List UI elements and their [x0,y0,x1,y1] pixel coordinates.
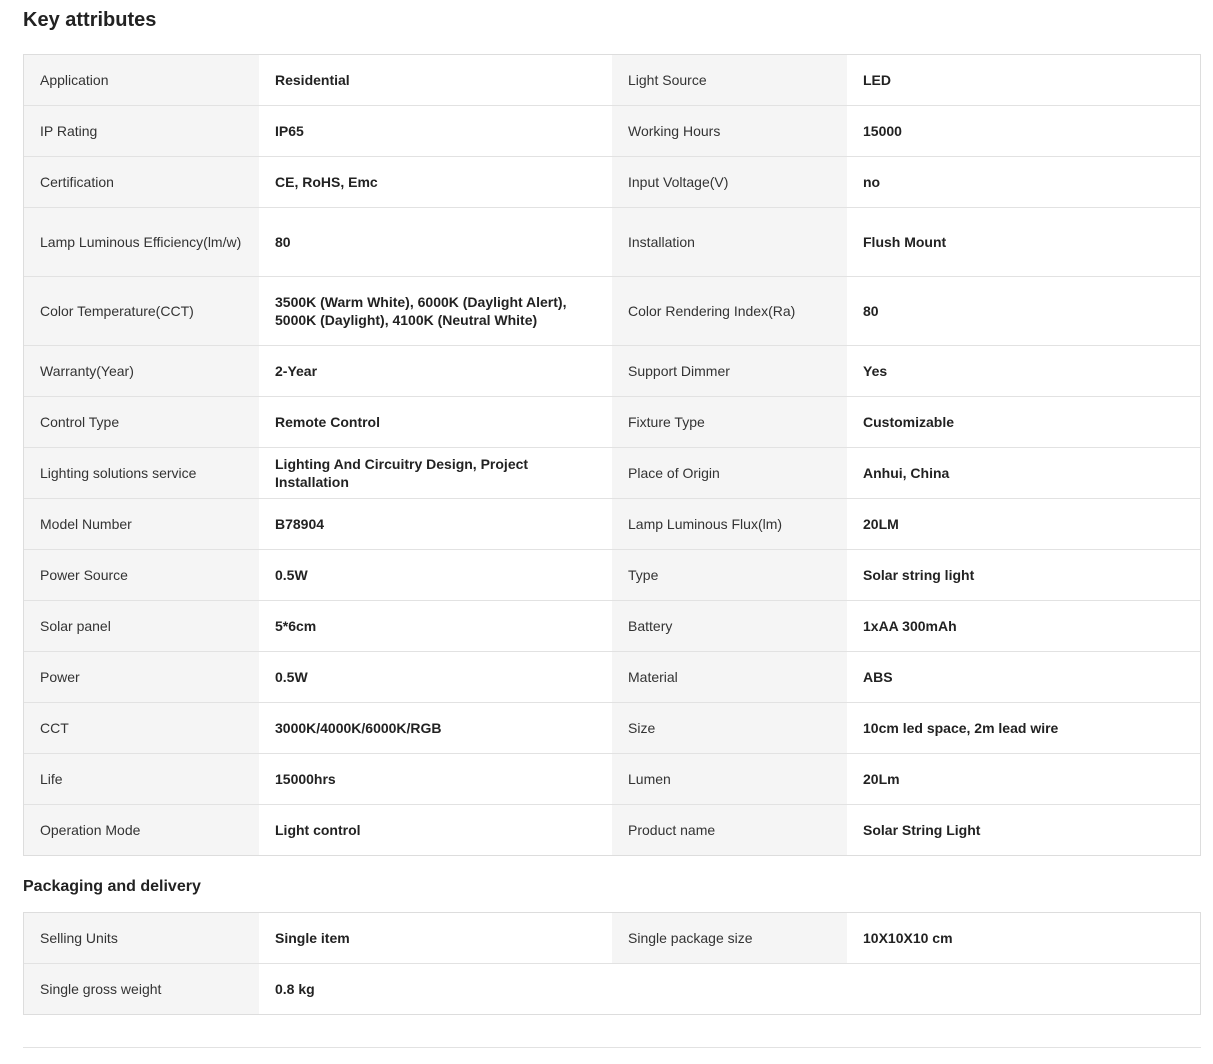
attribute-value-selling-units: Single item [259,913,612,963]
attribute-row [24,651,1200,702]
packaging-table [23,912,1201,1015]
attribute-value-single-package-size: 10X10X10 cm [847,913,1200,963]
attribute-value-size: 10cm led space, 2m lead wire [847,703,1200,753]
attribute-value-power: 0.5W [259,652,612,702]
key-attributes-table [23,54,1201,856]
attribute-label-warranty-year: Warranty(Year) [24,346,259,396]
attribute-value-single-gross-weight: 0.8 kg [259,964,612,1014]
attribute-label-color-temperature-cct: Color Temperature(CCT) [24,277,259,345]
attribute-row [24,207,1200,276]
attribute-label-light-source: Light Source [612,55,847,105]
attribute-row [24,156,1200,207]
attribute-value-place-of-origin: Anhui, China [847,448,1200,498]
attribute-row [24,396,1200,447]
attribute-value-certification: CE, RoHS, Emc [259,157,612,207]
attribute-row [24,447,1200,498]
attribute-value-model-number: B78904 [259,499,612,549]
attribute-label-working-hours: Working Hours [612,106,847,156]
attribute-value-installation: Flush Mount [847,208,1200,276]
attribute-value-operation-mode: Light control [259,805,612,855]
attribute-value-life: 15000hrs [259,754,612,804]
attribute-row [24,105,1200,156]
attribute-value-ip-rating: IP65 [259,106,612,156]
attribute-label-place-of-origin: Place of Origin [612,448,847,498]
attribute-row [24,913,1200,963]
attribute-value-application: Residential [259,55,612,105]
attribute-label-single-package-size: Single package size [612,913,847,963]
attribute-value-lumen: 20Lm [847,754,1200,804]
attribute-label-type: Type [612,550,847,600]
attribute-label-cct: CCT [24,703,259,753]
attribute-value-color-rendering-index-ra: 80 [847,277,1200,345]
attribute-value-type: Solar string light [847,550,1200,600]
attribute-label-model-number: Model Number [24,499,259,549]
attribute-value-support-dimmer: Yes [847,346,1200,396]
attribute-row [24,804,1200,855]
attribute-value-lighting-solutions-service: Lighting And Circuitry Design, Project Installation [259,448,612,498]
attribute-label-lumen: Lumen [612,754,847,804]
attribute-label-application: Application [24,55,259,105]
attribute-value-lamp-luminous-flux-lm: 20LM [847,499,1200,549]
attribute-label-single-gross-weight: Single gross weight [24,964,259,1014]
attribute-value-lamp-luminous-efficiency-lm-w: 80 [259,208,612,276]
key-attributes-title: Key attributes [23,9,157,31]
attribute-value-material: ABS [847,652,1200,702]
packaging-title: Packaging and delivery [23,878,201,895]
attribute-label-product-name: Product name [612,805,847,855]
attribute-label-ip-rating: IP Rating [24,106,259,156]
attribute-label-installation: Installation [612,208,847,276]
attribute-value-solar-panel: 5*6cm [259,601,612,651]
attribute-label-life: Life [24,754,259,804]
attribute-label-size: Size [612,703,847,753]
attribute-label-power-source: Power Source [24,550,259,600]
attribute-row [24,753,1200,804]
attribute-label-selling-units: Selling Units [24,913,259,963]
attribute-value-control-type: Remote Control [259,397,612,447]
attribute-value-warranty-year: 2-Year [259,346,612,396]
attribute-value-power-source: 0.5W [259,550,612,600]
attribute-label-support-dimmer: Support Dimmer [612,346,847,396]
attribute-row [24,963,1200,1014]
attribute-row [24,55,1200,105]
attribute-label-certification: Certification [24,157,259,207]
attribute-row [24,498,1200,549]
attribute-label-fixture-type: Fixture Type [612,397,847,447]
attribute-value-color-temperature-cct: 3500K (Warm White), 6000K (Daylight Alert), 5000K (Daylight), 4100K (Neutral White) [259,277,612,345]
attribute-label-material: Material [612,652,847,702]
attribute-label-operation-mode: Operation Mode [24,805,259,855]
attribute-label-lighting-solutions-service: Lighting solutions service [24,448,259,498]
attribute-label-input-voltage-v: Input Voltage(V) [612,157,847,207]
attribute-value-battery: 1xAA 300mAh [847,601,1200,651]
attribute-row [24,276,1200,345]
attribute-label-battery: Battery [612,601,847,651]
attribute-row [24,345,1200,396]
section-divider [23,1047,1201,1048]
attribute-label-lamp-luminous-flux-lm: Lamp Luminous Flux(lm) [612,499,847,549]
attribute-label-lamp-luminous-efficiency-lm-w: Lamp Luminous Efficiency(lm/w) [24,208,259,276]
attribute-row [24,702,1200,753]
attribute-value-fixture-type: Customizable [847,397,1200,447]
attribute-label-control-type: Control Type [24,397,259,447]
attribute-value-input-voltage-v: no [847,157,1200,207]
attribute-value-light-source: LED [847,55,1200,105]
attribute-label-power: Power [24,652,259,702]
attribute-row [24,600,1200,651]
attribute-value-working-hours: 15000 [847,106,1200,156]
empty-cell [847,964,1200,1014]
attribute-label-color-rendering-index-ra: Color Rendering Index(Ra) [612,277,847,345]
attribute-label-solar-panel: Solar panel [24,601,259,651]
attribute-value-cct: 3000K/4000K/6000K/RGB [259,703,612,753]
empty-cell [612,964,847,1014]
attribute-row [24,549,1200,600]
attribute-value-product-name: Solar String Light [847,805,1200,855]
